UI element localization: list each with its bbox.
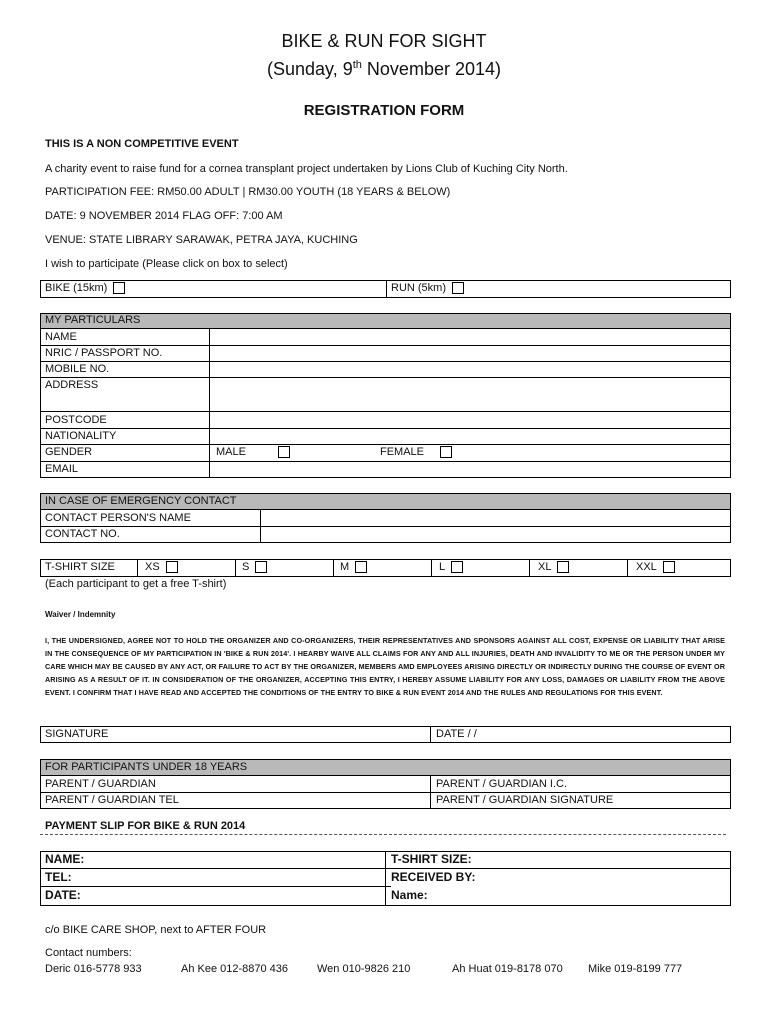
- postcode-field[interactable]: [210, 412, 730, 427]
- guardian-tel-label: PARENT / GUARDIAN TEL: [45, 794, 179, 806]
- size-xl-label: XL: [538, 561, 552, 573]
- size-s-checkbox[interactable]: [255, 561, 267, 573]
- contact-deric: Deric 016-5778 933: [45, 963, 142, 975]
- size-m-checkbox[interactable]: [355, 561, 367, 573]
- guardian-ic-label: PARENT / GUARDIAN I.C.: [436, 778, 568, 790]
- tshirt-note: (Each participant to get a free T-shirt): [45, 578, 227, 590]
- size-xs-checkbox[interactable]: [166, 561, 178, 573]
- event-date-sup: th: [352, 59, 362, 71]
- male-checkbox[interactable]: [278, 446, 290, 458]
- nric-label: NRIC / PASSPORT NO.: [45, 347, 163, 359]
- form-title: REGISTRATION FORM: [303, 102, 465, 119]
- size-xxl-label: XXL: [636, 561, 657, 573]
- fee-text: PARTICIPATION FEE: RM50.00 ADULT | RM30.00 YOUTH (18 YEARS & BELOW): [45, 186, 451, 198]
- run-label: RUN (5km): [391, 282, 446, 294]
- non-competitive-text: THIS IS A NON COMPETITIVE EVENT: [45, 138, 239, 150]
- under18-heading: FOR PARTICIPANTS UNDER 18 YEARS: [45, 761, 248, 773]
- payment-name-label: NAME:: [45, 852, 85, 866]
- contact-ah-kee: Ah Kee 012-8870 436: [181, 963, 289, 975]
- payment-date-label: DATE:: [45, 888, 81, 902]
- female-option: [380, 445, 452, 460]
- name-field[interactable]: [210, 330, 730, 344]
- guardian-signature-label: PARENT / GUARDIAN SIGNATURE: [436, 794, 614, 806]
- bike-label: BIKE (15km): [45, 282, 108, 294]
- wish-text: I wish to participate (Please click on box to select): [45, 258, 288, 270]
- female-checkbox[interactable]: [440, 446, 452, 458]
- email-label: EMAIL: [45, 463, 79, 475]
- nationality-label: NATIONALITY: [45, 430, 117, 442]
- event-date-prefix: (Sunday, 9: [267, 59, 353, 79]
- address-field[interactable]: [210, 378, 730, 410]
- contact-wen: Wen 010-9826 210: [317, 963, 411, 975]
- charity-text: A charity event to raise fund for a cornea transplant project undertaken by Lions Club of Kuching City North.: [45, 163, 568, 175]
- guardian-label: PARENT / GUARDIAN: [45, 778, 156, 790]
- waiver-title: Waiver / Indemnity: [45, 610, 116, 619]
- signature-date-label: DATE / /: [436, 728, 477, 740]
- size-xxl-option: [636, 560, 675, 575]
- run-option: [391, 281, 464, 296]
- emergency-heading: IN CASE OF EMERGENCY CONTACT: [45, 495, 237, 507]
- male-label: MALE: [216, 446, 246, 458]
- mobile-field[interactable]: [210, 362, 730, 376]
- nric-field[interactable]: [210, 346, 730, 360]
- event-date-suffix: November 2014): [361, 59, 501, 79]
- size-xs-option: [145, 560, 178, 575]
- waiver-text: I, THE UNDERSIGNED, AGREE NOT TO HOLD THE ORGANIZER AND CO-ORGANIZERS, THEIR REPRESENTATIVES AND SPONSORS AGAINST ALL COST, EXPENSE OR LIABILITY THAT ARISE IN THE CONSEQUENCE OF MY PARTICIPATION IN 'BIKE & RUN 2014'. I HEARBY WAIVE ALL CLAIMS FOR ANY AND ALL INJURIES, DEATH AND INVALIDITY TO ME OR THE PERSON UNDER MY CARE WHICH MAY BE CAUSED BY ANY ACT, OR FAILURE TO ACT BY THE ORGANIZER, MEMBERS AMD EMPLOYEES ARISING DIRECTLY OR INDIRECTLY DURING THE COURSE OF EVENT OR ARISING AS A RESULT OF IT. IN CONSIDERATION OF THE ORGANIZER, ACCEPTING THIS ENTRY, I HEREBY ASSUME LIABILITY FOR ANY LOSS, DAMAGES OR LIABILITY FROM THE ABOVE EVENT. I CONFIRM THAT I HAVE READ AND ACCEPTED THE CONDITIONS OF THE ENTRY TO BIKE & RUN EVENT 2014 AND THE RULES AND REGULATIONS FOR THIS EVENT.: [45, 636, 725, 697]
- received-by-label: RECEIVED BY:: [391, 870, 476, 884]
- size-xl-option: [538, 560, 569, 575]
- size-m-option: [340, 560, 367, 575]
- contact-name-label: CONTACT PERSON'S NAME: [45, 512, 191, 524]
- event-date-line: [0, 59, 768, 80]
- particulars-heading: MY PARTICULARS: [45, 314, 141, 326]
- tshirt-label: T-SHIRT SIZE: [45, 561, 115, 573]
- cut-line: [40, 834, 726, 835]
- nationality-field[interactable]: [210, 429, 730, 443]
- contact-ah-huat: Ah Huat 019-8178 070: [452, 963, 563, 975]
- signature-table: [40, 726, 731, 743]
- run-checkbox[interactable]: [452, 282, 464, 294]
- address-label: ADDRESS: [45, 379, 99, 391]
- date-text: DATE: 9 NOVEMBER 2014 FLAG OFF: 7:00 AM: [45, 210, 283, 222]
- size-xxl-checkbox[interactable]: [663, 561, 675, 573]
- bike-option: [45, 281, 125, 296]
- payment-heading: PAYMENT SLIP FOR BIKE & RUN 2014: [45, 820, 246, 832]
- contact-no-label: CONTACT NO.: [45, 528, 120, 540]
- payment-tel-label: TEL:: [45, 870, 72, 884]
- size-s-option: [242, 560, 267, 575]
- shop-text: c/o BIKE CARE SHOP, next to AFTER FOUR: [45, 924, 267, 936]
- size-l-checkbox[interactable]: [451, 561, 463, 573]
- signature-label: SIGNATURE: [45, 728, 109, 740]
- size-xl-checkbox[interactable]: [557, 561, 569, 573]
- size-l-option: [439, 560, 463, 575]
- postcode-label: POSTCODE: [45, 414, 107, 426]
- mobile-label: MOBILE NO.: [45, 363, 110, 375]
- bike-checkbox[interactable]: [113, 282, 125, 294]
- venue-text: VENUE: STATE LIBRARY SARAWAK, PETRA JAYA, KUCHING: [45, 234, 358, 246]
- male-option: [216, 445, 290, 460]
- contact-name-field[interactable]: [261, 511, 730, 525]
- receiver-name-label: Name:: [391, 888, 428, 902]
- email-field[interactable]: [210, 462, 730, 477]
- payment-tshirt-label: T-SHIRT SIZE:: [391, 852, 472, 866]
- size-xs-label: XS: [145, 561, 160, 573]
- contact-no-field[interactable]: [261, 527, 730, 542]
- name-label: NAME: [45, 331, 77, 343]
- contact-mike: Mike 019-8199 777: [588, 963, 683, 975]
- event-title: BIKE & RUN FOR SIGHT: [281, 31, 487, 51]
- contacts-label: Contact numbers:: [45, 947, 132, 959]
- size-l-label: L: [439, 561, 446, 573]
- female-label: FEMALE: [380, 446, 425, 458]
- gender-label: GENDER: [45, 446, 93, 458]
- size-s-label: S: [242, 561, 250, 573]
- size-m-label: M: [340, 561, 350, 573]
